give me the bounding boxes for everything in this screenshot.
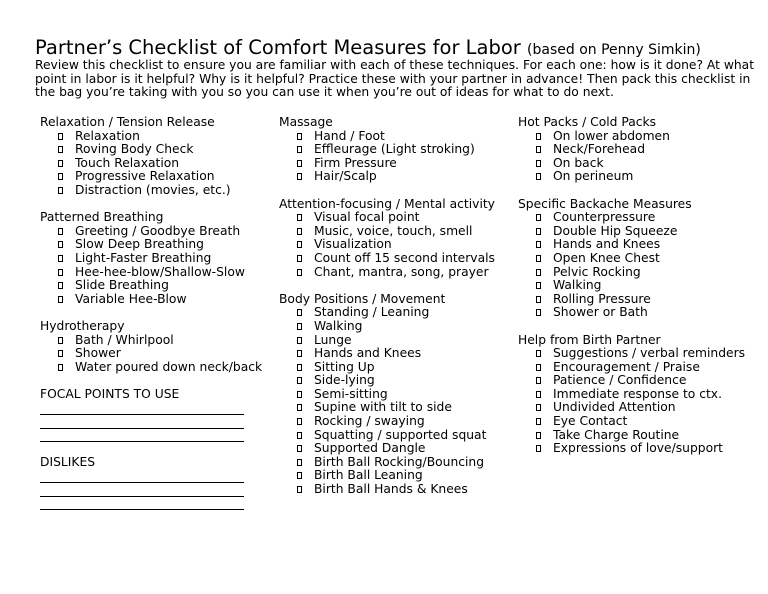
checklist-item[interactable] — [279, 374, 514, 388]
section-title: FOCAL POINTS TO USE — [40, 386, 180, 401]
title-main: Partner’s Checklist of Comfort Measures for Labor — [35, 36, 521, 59]
checkbox-icon[interactable] — [297, 241, 302, 248]
checkbox-icon[interactable] — [58, 337, 63, 344]
checkbox-icon[interactable] — [297, 391, 302, 398]
checklist-item[interactable] — [279, 456, 514, 470]
checklist-item-label: Visual focal point — [314, 210, 420, 225]
checkbox-icon[interactable] — [297, 472, 302, 479]
checklist-item[interactable] — [279, 334, 514, 348]
checklist-item-label: Semi-sitting — [314, 386, 388, 401]
section-birth-partner-help — [518, 334, 763, 456]
checkbox-icon[interactable] — [58, 146, 63, 153]
checklist — [40, 130, 275, 198]
checklist-item[interactable] — [518, 157, 763, 171]
checklist-item[interactable] — [518, 143, 763, 157]
checklist-item-label: Effleurage (Light stroking) — [314, 142, 475, 157]
checklist-item-label: Rocking / swaying — [314, 414, 425, 429]
checklist-item-label: Count off 15 second intervals — [314, 250, 495, 265]
checklist — [279, 130, 514, 184]
checkbox-icon[interactable] — [58, 364, 63, 371]
checklist-item-label: Hair/Scalp — [314, 169, 377, 184]
checkbox-icon[interactable] — [297, 309, 302, 316]
column-middle — [279, 116, 514, 510]
column-left — [40, 116, 275, 524]
checklist-item[interactable] — [518, 238, 763, 252]
checkbox-icon[interactable] — [297, 323, 302, 330]
section-title: Relaxation / Tension Release — [40, 115, 215, 129]
checklist-item-label: Light-Faster Breathing — [75, 250, 212, 265]
checklist — [279, 306, 514, 496]
checklist-item[interactable] — [40, 347, 275, 361]
checkbox-icon[interactable] — [297, 133, 302, 140]
write-in-line[interactable] — [40, 497, 244, 511]
checkbox-icon[interactable] — [297, 445, 302, 452]
checkbox-icon[interactable] — [297, 255, 302, 262]
checklist-item[interactable] — [279, 157, 514, 171]
checkbox-icon[interactable] — [58, 241, 63, 248]
checklist-item[interactable] — [518, 130, 763, 144]
checklist-item[interactable] — [518, 266, 763, 280]
checklist-item-label: On back — [553, 155, 604, 170]
checkbox-icon[interactable] — [536, 133, 541, 140]
write-in-line[interactable] — [40, 401, 244, 415]
checkbox-icon[interactable] — [58, 228, 63, 235]
checklist-item[interactable] — [279, 469, 514, 483]
checklist-item-label: Supported Dangle — [314, 441, 426, 456]
checklist-item[interactable] — [40, 184, 275, 198]
checklist-item[interactable] — [518, 279, 763, 293]
checklist-item[interactable] — [518, 361, 763, 375]
checklist-item-label: Birth Ball Rocking/Bouncing — [314, 454, 485, 469]
checkbox-icon[interactable] — [297, 228, 302, 235]
checklist-item[interactable] — [279, 211, 514, 225]
checklist-item[interactable] — [40, 266, 275, 280]
checklist-item-label: Firm Pressure — [314, 155, 397, 170]
checkbox-icon[interactable] — [536, 146, 541, 153]
checklist-item[interactable] — [279, 483, 514, 497]
write-in-line[interactable] — [40, 429, 244, 443]
checklist-item-label: Walking — [553, 278, 602, 293]
section-body-positions — [279, 293, 514, 497]
section-title: Hydrotherapy — [40, 318, 125, 333]
checkbox-icon[interactable] — [536, 350, 541, 357]
section-title: DISLIKES — [40, 454, 96, 469]
checklist-item[interactable] — [518, 293, 763, 307]
checkbox-icon[interactable] — [536, 255, 541, 262]
checklist-item-label: Slide Breathing — [75, 278, 169, 293]
checklist-item-label: Sitting Up — [314, 359, 375, 374]
section-dislikes — [40, 456, 275, 510]
checklist-item-label: Birth Ball Hands & Knees — [314, 482, 468, 497]
section-title: Specific Backache Measures — [518, 196, 692, 211]
checklist-item-label: Music, voice, touch, smell — [314, 223, 473, 238]
checklist-item[interactable] — [279, 361, 514, 375]
checklist-item-label: Hands and Knees — [553, 237, 661, 252]
checklist-item[interactable] — [279, 442, 514, 456]
checkbox-icon[interactable] — [58, 173, 63, 180]
checkbox-icon[interactable] — [536, 241, 541, 248]
checklist — [518, 211, 763, 320]
checklist-item[interactable] — [40, 130, 275, 144]
checklist — [279, 211, 514, 279]
section-focal-points — [40, 388, 275, 442]
checklist-item[interactable] — [518, 225, 763, 239]
checklist-item-label: Take Charge Routine — [553, 427, 680, 442]
checkbox-icon[interactable] — [536, 173, 541, 180]
checklist-item[interactable] — [518, 170, 763, 184]
checkbox-icon[interactable] — [536, 364, 541, 371]
checklist-item[interactable] — [40, 170, 275, 184]
checklist-item[interactable] — [40, 361, 275, 375]
section-title: Attention-focusing / Mental activity — [279, 196, 495, 211]
checklist-item[interactable] — [279, 266, 514, 280]
checklist-item-label: Undivided Attention — [553, 400, 676, 415]
checklist-item-label: Variable Hee-Blow — [75, 291, 187, 306]
checklist-item[interactable] — [40, 252, 275, 266]
checklist-item-label: Visualization — [314, 237, 392, 252]
checkbox-icon[interactable] — [536, 391, 541, 398]
checklist-item-label: Neck/Forehead — [553, 142, 645, 157]
checklist-item[interactable] — [518, 442, 763, 456]
checklist-item[interactable] — [279, 238, 514, 252]
checklist-item-label: Pelvic Rocking — [553, 264, 641, 279]
checkbox-icon[interactable] — [536, 432, 541, 439]
checklist-item[interactable] — [518, 306, 763, 320]
section-attention-focusing — [279, 198, 514, 280]
checkbox-icon[interactable] — [58, 187, 63, 194]
checklist-item-label: Hand / Foot — [314, 128, 385, 143]
checklist-item[interactable] — [279, 252, 514, 266]
checklist-item[interactable] — [518, 347, 763, 361]
checklist-item-label: Suggestions / verbal reminders — [553, 346, 746, 361]
checklist-item-label: Hands and Knees — [314, 346, 422, 361]
checklist-item-label: Progressive Relaxation — [75, 169, 215, 184]
checklist — [40, 334, 275, 375]
title-note: (based on Penny Simkin) — [527, 42, 701, 58]
checklist-item[interactable] — [518, 211, 763, 225]
checkbox-icon[interactable] — [58, 296, 63, 303]
checkbox-icon[interactable] — [536, 377, 541, 384]
checkbox-icon[interactable] — [58, 160, 63, 167]
write-in-line[interactable] — [40, 469, 244, 483]
checklist-item[interactable] — [40, 279, 275, 293]
checkbox-icon[interactable] — [297, 160, 302, 167]
checkbox-icon[interactable] — [58, 133, 63, 140]
checklist-item-label: Double Hip Squeeze — [553, 223, 678, 238]
checklist-item[interactable] — [518, 415, 763, 429]
checklist-item-label: Expressions of love/support — [553, 441, 723, 456]
checkbox-icon[interactable] — [297, 146, 302, 153]
checklist-item-label: Greeting / Goodbye Breath — [75, 223, 241, 238]
checklist-item-label: Hee-hee-blow/Shallow-Slow — [75, 264, 245, 279]
checkbox-icon[interactable] — [297, 173, 302, 180]
section-title: Body Positions / Movement — [279, 291, 446, 306]
checklist-item-label: Bath / Whirlpool — [75, 332, 174, 347]
checkbox-icon[interactable] — [536, 445, 541, 452]
section-backache — [518, 198, 763, 320]
checklist-item[interactable] — [279, 320, 514, 334]
checklist-item-label: Touch Relaxation — [75, 155, 180, 170]
checklist-item[interactable] — [279, 170, 514, 184]
checklist-item[interactable] — [40, 238, 275, 252]
checklist-item[interactable] — [518, 252, 763, 266]
checklist-item[interactable] — [279, 347, 514, 361]
checkbox-icon[interactable] — [536, 309, 541, 316]
checklist — [518, 347, 763, 456]
checkbox-icon[interactable] — [297, 377, 302, 384]
checklist-item[interactable] — [279, 429, 514, 443]
checklist-item-label: Relaxation — [75, 128, 140, 143]
checkbox-icon[interactable] — [58, 269, 63, 276]
checkbox-icon[interactable] — [297, 418, 302, 425]
checklist-item[interactable] — [279, 143, 514, 157]
checkbox-icon[interactable] — [536, 269, 541, 276]
checklist-item-label: Roving Body Check — [75, 142, 194, 157]
checklist-item-label: Rolling Pressure — [553, 291, 651, 306]
write-in-line[interactable] — [40, 415, 244, 429]
section-relaxation — [40, 116, 275, 198]
checklist-item[interactable] — [279, 306, 514, 320]
checkbox-icon[interactable] — [536, 160, 541, 167]
checkbox-icon[interactable] — [297, 404, 302, 411]
checklist-item[interactable] — [40, 334, 275, 348]
checklist-item-label: Water poured down neck/back — [75, 359, 263, 374]
checkbox-icon[interactable] — [536, 214, 541, 221]
checkbox-icon[interactable] — [536, 296, 541, 303]
checkbox-icon[interactable] — [58, 255, 63, 262]
section-title: Hot Packs / Cold Packs — [518, 115, 657, 129]
write-in-line[interactable] — [40, 483, 244, 497]
checklist-item[interactable] — [518, 388, 763, 402]
checklist-item-label: Squatting / supported squat — [314, 427, 487, 442]
checklist-item-label: Standing / Leaning — [314, 305, 430, 320]
checklist-item[interactable] — [40, 293, 275, 307]
checkbox-icon[interactable] — [297, 214, 302, 221]
checklist-item[interactable] — [518, 429, 763, 443]
checkbox-icon[interactable] — [297, 350, 302, 357]
checklist — [40, 225, 275, 307]
checklist-item-label: Patience / Confidence — [553, 373, 687, 388]
checklist-item-label: Shower or Bath — [553, 305, 648, 320]
checklist-item[interactable] — [40, 157, 275, 171]
section-title: Help from Birth Partner — [518, 332, 661, 347]
checkbox-icon[interactable] — [297, 364, 302, 371]
checkbox-icon[interactable] — [297, 432, 302, 439]
checkbox-icon[interactable] — [297, 459, 302, 466]
checkbox-icon[interactable] — [536, 228, 541, 235]
checklist-item[interactable] — [40, 225, 275, 239]
column-right — [518, 116, 763, 469]
section-massage — [279, 116, 514, 184]
section-title: Massage — [279, 115, 333, 129]
checklist-item-label: Counterpressure — [553, 210, 656, 225]
checklist-item-label: Slow Deep Breathing — [75, 237, 204, 252]
checklist-item-label: Lunge — [314, 332, 352, 347]
section-hydrotherapy — [40, 320, 275, 374]
checklist-item[interactable] — [279, 225, 514, 239]
intro-paragraph: Review this checklist to ensure you are familiar with each of these techniques. For each one: how is it done? At what point in labor is it helpful? Why is it helpful? Practice these with your partner in advance! Then pack this checklist in the bag you’re taking with you so you can use it when you’re out of ideas for what to do next. — [35, 58, 755, 99]
checklist-item-label: On lower abdomen — [553, 128, 670, 143]
checklist-item-label: Birth Ball Leaning — [314, 468, 423, 483]
checkbox-icon[interactable] — [297, 337, 302, 344]
checklist-item-label: Encouragement / Praise — [553, 359, 700, 374]
checkbox-icon[interactable] — [297, 486, 302, 493]
checklist-item[interactable] — [518, 401, 763, 415]
checklist-item[interactable] — [40, 143, 275, 157]
checklist-item-label: Walking — [314, 318, 363, 333]
section-breathing — [40, 211, 275, 306]
section-hot-cold-packs — [518, 116, 763, 184]
checklist — [518, 130, 763, 184]
checklist-item[interactable] — [279, 388, 514, 402]
checklist-item[interactable] — [279, 130, 514, 144]
checklist-item[interactable] — [279, 415, 514, 429]
checklist-item-label: Eye Contact — [553, 414, 628, 429]
checkbox-icon[interactable] — [58, 350, 63, 357]
checklist-item-label: Chant, mantra, song, prayer — [314, 264, 489, 279]
checkbox-icon[interactable] — [297, 269, 302, 276]
checklist-item-label: Open Knee Chest — [553, 250, 660, 265]
checklist-item-label: Immediate response to ctx. — [553, 386, 722, 401]
checkbox-icon[interactable] — [536, 418, 541, 425]
checklist-item-label: Shower — [75, 346, 121, 361]
checkbox-icon[interactable] — [58, 282, 63, 289]
checkbox-icon[interactable] — [536, 282, 541, 289]
section-title: Patterned Breathing — [40, 210, 164, 225]
checklist-item-label: On perineum — [553, 169, 634, 184]
checkbox-icon[interactable] — [536, 404, 541, 411]
checklist-item-label: Supine with tilt to side — [314, 400, 452, 415]
checklist-item[interactable] — [518, 374, 763, 388]
checklist-item[interactable] — [279, 401, 514, 415]
checklist-item-label: Distraction (movies, etc.) — [75, 182, 231, 197]
checklist-item-label: Side-lying — [314, 373, 375, 388]
